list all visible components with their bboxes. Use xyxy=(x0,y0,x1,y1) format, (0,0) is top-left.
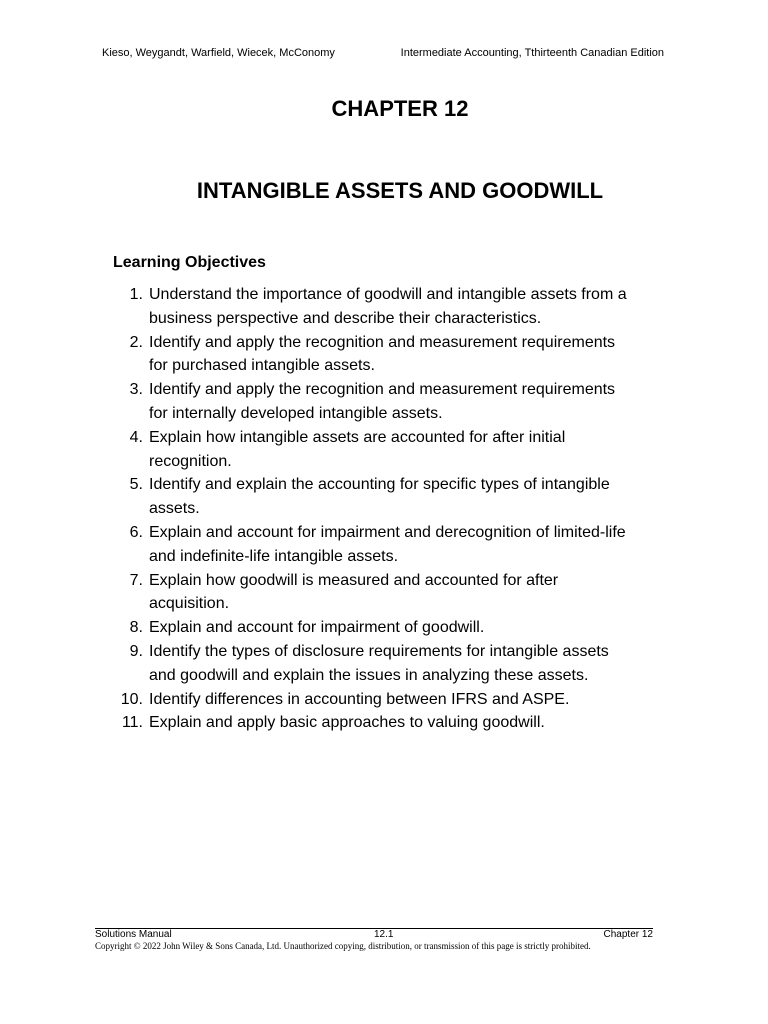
objective-text: Understand the importance of goodwill and intangible assets from a business perspective and describe their characteristics. xyxy=(149,286,627,327)
objective-number: 3. xyxy=(129,381,143,399)
learning-objective-6 xyxy=(113,521,633,569)
objective-number: 7. xyxy=(129,571,143,589)
objective-number: 9. xyxy=(129,642,143,660)
objective-number: 8. xyxy=(129,619,143,637)
learning-objective-11 xyxy=(113,711,633,735)
learning-objective-10 xyxy=(113,688,633,712)
objective-text: Explain and account for impairment of goodwill. xyxy=(149,619,485,637)
learning-objective-1 xyxy=(113,283,633,331)
learning-objectives-heading: Learning Objectives xyxy=(113,254,266,271)
objective-number: 6. xyxy=(129,523,143,541)
objective-number: 10. xyxy=(120,690,143,708)
chapter-title: INTANGIBLE ASSETS AND GOODWILL xyxy=(196,178,604,203)
header-authors: Kieso, Weygandt, Warfield, Wiecek, McConomy xyxy=(102,47,335,59)
objective-number: 1. xyxy=(129,286,143,303)
objective-text: Identify and apply the recognition and measurement requirements for internally developed intangible assets. xyxy=(149,381,616,422)
learning-objective-3 xyxy=(113,378,633,426)
learning-objective-8 xyxy=(113,616,633,640)
learning-objective-7 xyxy=(113,569,633,617)
objective-text: Identify the types of disclosure requirements for intangible assets and goodwill and explain the issues in analyzing these assets. xyxy=(149,642,609,684)
objective-text: Explain how goodwill is measured and accounted for after acquisition. xyxy=(149,571,559,613)
footer-page-number: 12.1 xyxy=(374,929,394,940)
objective-number: 5. xyxy=(129,476,143,494)
objective-number: 2. xyxy=(129,333,143,351)
objective-text: Identify and explain the accounting for specific types of intangible assets. xyxy=(149,476,610,518)
header-book-title: Intermediate Accounting, Tthirteenth Canadian Edition xyxy=(400,47,664,59)
objective-text: Explain how intangible assets are accounted for after initial recognition. xyxy=(149,428,566,470)
learning-objective-4 xyxy=(113,426,633,474)
copyright-notice: Copyright © 2022 John Wiley & Sons Canada, Ltd. Unauthorized copying, distribution, or transmission of this page is strictly prohibited. xyxy=(95,941,591,951)
learning-objective-9 xyxy=(113,640,633,688)
learning-objective-5 xyxy=(113,473,633,521)
objective-text: Identify differences in accounting between IFRS and ASPE. xyxy=(149,690,570,708)
objective-text: Explain and apply basic approaches to valuing goodwill. xyxy=(149,714,545,732)
objective-number: 4. xyxy=(129,428,143,446)
objective-text: Identify and apply the recognition and measurement requirements for purchased intangible assets. xyxy=(149,333,616,375)
learning-objective-2 xyxy=(113,331,633,379)
objective-text: Explain and account for impairment and derecognition of limited-life and indefinite-life intangible assets. xyxy=(149,523,626,565)
learning-objectives-list xyxy=(113,283,633,735)
footer-chapter-label: Chapter 12 xyxy=(603,929,653,940)
objective-number: 11. xyxy=(121,714,143,732)
chapter-number: CHAPTER 12 xyxy=(331,96,469,121)
footer-manual-label: Solutions Manual xyxy=(95,929,172,940)
